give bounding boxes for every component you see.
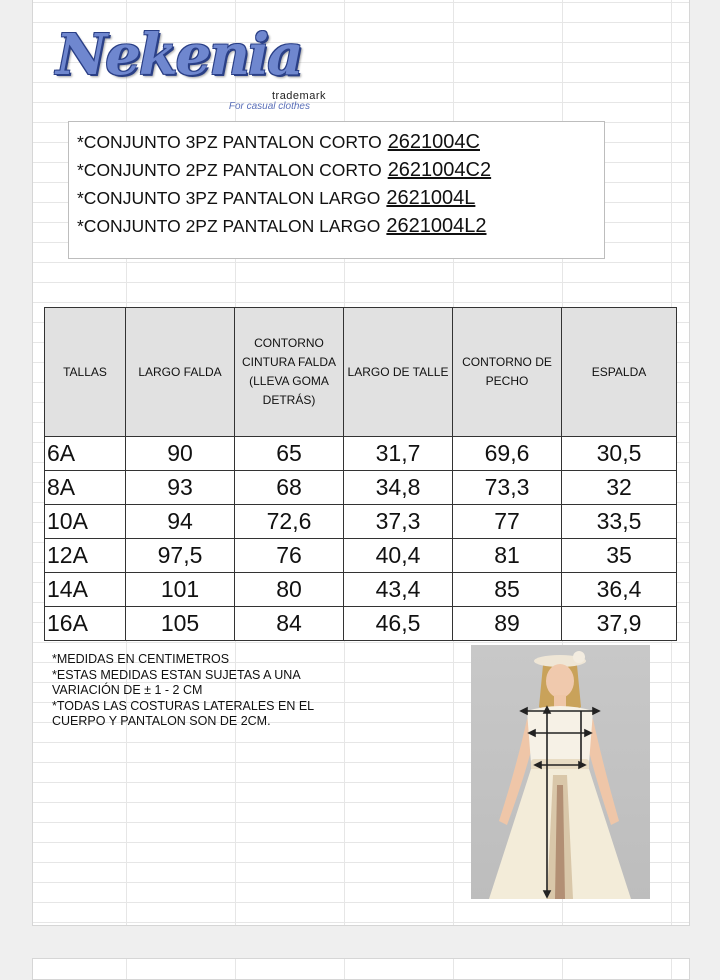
cell-contorno-pecho: 77 [453, 505, 562, 539]
header-contorno-cintura: CONTORNO CINTURA FALDA (LLEVA GOMA DETRÁS) [235, 308, 344, 437]
product-code: 2621004L [386, 187, 476, 209]
cell-espalda: 30,5 [562, 437, 677, 471]
product-item [77, 128, 604, 156]
cell-contorno-cintura: 80 [235, 573, 344, 607]
cell-largo-falda: 90 [126, 437, 235, 471]
cell-largo-falda: 93 [126, 471, 235, 505]
cell-contorno-pecho: 69,6 [453, 437, 562, 471]
cell-largo-falda: 105 [126, 607, 235, 641]
cell-contorno-pecho: 73,3 [453, 471, 562, 505]
cell-espalda: 37,9 [562, 607, 677, 641]
cell-contorno-cintura: 76 [235, 539, 344, 573]
cell-contorno-cintura: 84 [235, 607, 344, 641]
note-variation: *ESTAS MEDIDAS ESTAN SUJETAS A UNA VARIACIÓN DE ± 1 - 2 CM [52, 667, 300, 697]
table-row [45, 539, 677, 573]
cell-talla: 8A [45, 471, 126, 505]
size-table [44, 307, 677, 641]
product-label: *CONJUNTO 2PZ PANTALON LARGO [77, 216, 381, 236]
header-largo-talle: LARGO DE TALLE [344, 308, 453, 437]
product-item [77, 184, 604, 212]
brand-name: Nekenia [56, 22, 302, 88]
cell-largo-talle: 46,5 [344, 607, 453, 641]
notes [52, 652, 352, 730]
product-item [77, 212, 604, 240]
product-item [77, 156, 604, 184]
cell-contorno-pecho: 81 [453, 539, 562, 573]
cell-espalda: 32 [562, 471, 677, 505]
product-photo [471, 645, 650, 899]
cell-talla: 10A [45, 505, 126, 539]
note-seams: *TODAS LAS COSTURAS LATERALES EN EL CUERPO Y PANTALON SON DE 2CM. [52, 698, 314, 728]
next-document-sheet [32, 958, 690, 980]
cell-largo-falda: 94 [126, 505, 235, 539]
cell-contorno-pecho: 85 [453, 573, 562, 607]
product-label: *CONJUNTO 2PZ PANTALON CORTO [77, 160, 382, 180]
table-row [45, 505, 677, 539]
note-units: *MEDIDAS EN CENTIMETROS [52, 652, 230, 666]
cell-espalda: 33,5 [562, 505, 677, 539]
brand-logo [56, 22, 336, 114]
product-code: 2621004C2 [387, 159, 492, 181]
cell-largo-falda: 97,5 [126, 539, 235, 573]
cell-contorno-cintura: 72,6 [235, 505, 344, 539]
cell-largo-talle: 31,7 [344, 437, 453, 471]
table-row [45, 471, 677, 505]
cell-largo-talle: 34,8 [344, 471, 453, 505]
table-header-row [45, 308, 677, 437]
brand-tagline: For casual clothes [228, 101, 310, 112]
cell-largo-talle: 43,4 [344, 573, 453, 607]
product-label: *CONJUNTO 3PZ PANTALON LARGO [77, 188, 381, 208]
cell-talla: 12A [45, 539, 126, 573]
header-contorno-pecho: CONTORNO DE PECHO [453, 308, 562, 437]
product-code: 2621004C [387, 131, 480, 153]
header-largo-falda: LARGO FALDA [126, 308, 235, 437]
cell-contorno-cintura: 65 [235, 437, 344, 471]
cell-largo-talle: 40,4 [344, 539, 453, 573]
product-label: *CONJUNTO 3PZ PANTALON CORTO [77, 132, 382, 152]
cell-largo-talle: 37,3 [344, 505, 453, 539]
cell-contorno-cintura: 68 [235, 471, 344, 505]
table-row [45, 437, 677, 471]
product-code: 2621004L2 [386, 215, 487, 237]
cell-talla: 14A [45, 573, 126, 607]
model-measurement-illustration [471, 645, 650, 899]
cell-espalda: 35 [562, 539, 677, 573]
product-list [68, 121, 605, 259]
cell-largo-falda: 101 [126, 573, 235, 607]
cell-contorno-pecho: 89 [453, 607, 562, 641]
header-tallas: TALLAS [45, 308, 126, 437]
table-row [45, 607, 677, 641]
cell-espalda: 36,4 [562, 573, 677, 607]
cell-talla: 6A [45, 437, 126, 471]
brand-trademark: trademark [271, 90, 326, 102]
table-row [45, 573, 677, 607]
cell-talla: 16A [45, 607, 126, 641]
header-espalda: ESPALDA [562, 308, 677, 437]
